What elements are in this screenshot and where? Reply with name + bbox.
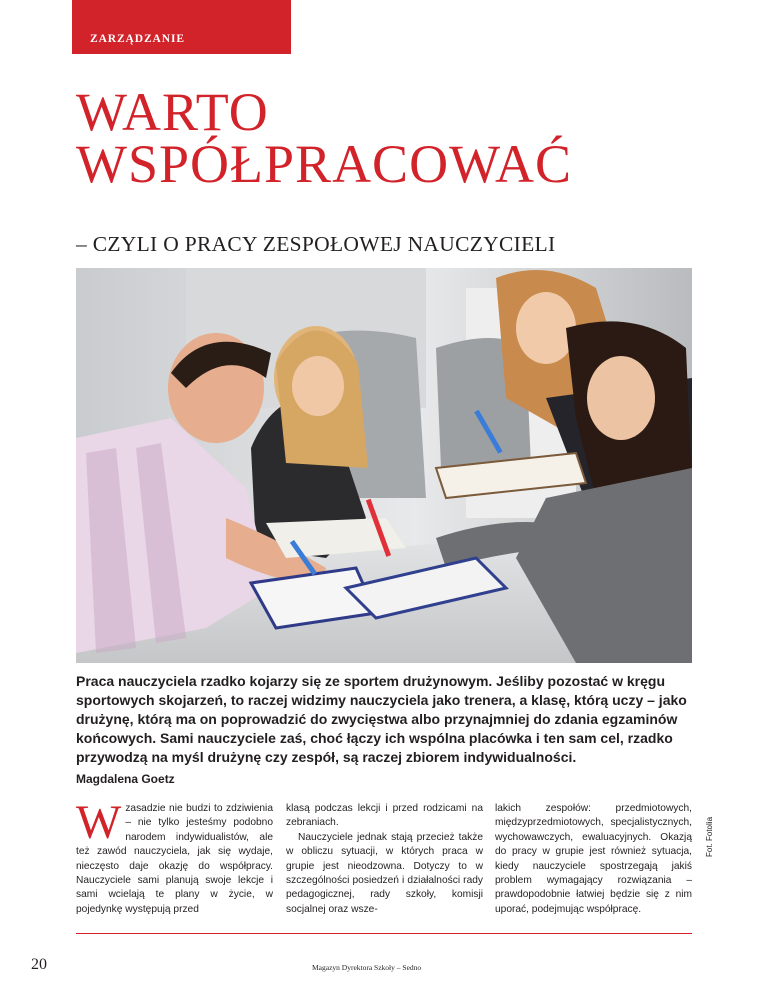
title-line-1: WARTO	[76, 82, 269, 142]
footer-rule	[76, 933, 692, 934]
dropcap: W	[76, 796, 122, 849]
section-tab	[72, 0, 291, 54]
publication-name: Magazyn Dyrektora Szkoły – Sedno	[312, 963, 422, 972]
body-column-1-text: zasadzie nie budzi to zdziwienia – nie tylko jesteśmy podobno narodem indywidualistów, ale też zawód nauczyciela, jak się wydaje, nieczęsto daje okazję do współpracy. Nauczyciele sami planują swoje lekcje i sami wcielają te plany w życie, w pojedynkę występują przed	[76, 803, 273, 915]
article-author: Magdalena Goetz	[76, 772, 175, 786]
page-number: 20	[31, 956, 47, 973]
section-label: ZARZĄDZANIE	[90, 33, 185, 45]
article-title	[76, 82, 573, 194]
article-lead: Praca nauczyciela rzadko kojarzy się ze sportem drużynowym. Jeśliby pozostać w kręgu sportowych skojarzeń, to raczej widzimy nauczyciela jako trenera, a klasę, którą uczy – jako drużynę, którą ma on poprowadzić do zwycięstwa albo przynajmniej do zdania egzaminów końcowych. Sami nauczyciele zaś, choć łączy ich wspólna placówka i ten sam cel, rzadko przywodzą na myśl drużynę czy zespół, są raczej zbiorem indywidualności.	[76, 673, 687, 765]
body-column-2-paragraph-2: Nauczyciele jednak stają przecież także w obliczu sytuacji, w których praca w grupie jest nieodzowna. Dotyczy to w szczególności posiedzeń i działalności rady pedagogicznej, rady szkoły, komisji socjalnej oraz wsze-	[286, 831, 483, 915]
body-column-2-paragraph-1: klasą podczas lekcji i przed rodzicami na zebraniach.	[286, 803, 483, 829]
body-column-2	[286, 802, 483, 917]
body-column-1	[76, 796, 273, 917]
photo-illustration	[76, 268, 692, 663]
title-line-2: WSPÓŁPRACOWAĆ	[76, 134, 573, 194]
article-subtitle: – CZYLI O PRACY ZESPOŁOWEJ NAUCZYCIELI	[76, 232, 556, 256]
article-photo	[76, 268, 692, 663]
photo-credit: Fot. Fotolia	[705, 816, 714, 857]
body-column-3: lakich zespołów: przedmiotowych, międzyprzedmiotowych, specjalistycznych, wychowawczych, ewaluacyjnych. Okazją do pracy w grupie jest również sytuacja, kiedy nauczyciele spostrzegają jakiś problem wymagający rozwiązania – prawdopodobnie łatwiej będzie się z nim uporać, podejmując współpracę.	[495, 803, 692, 915]
